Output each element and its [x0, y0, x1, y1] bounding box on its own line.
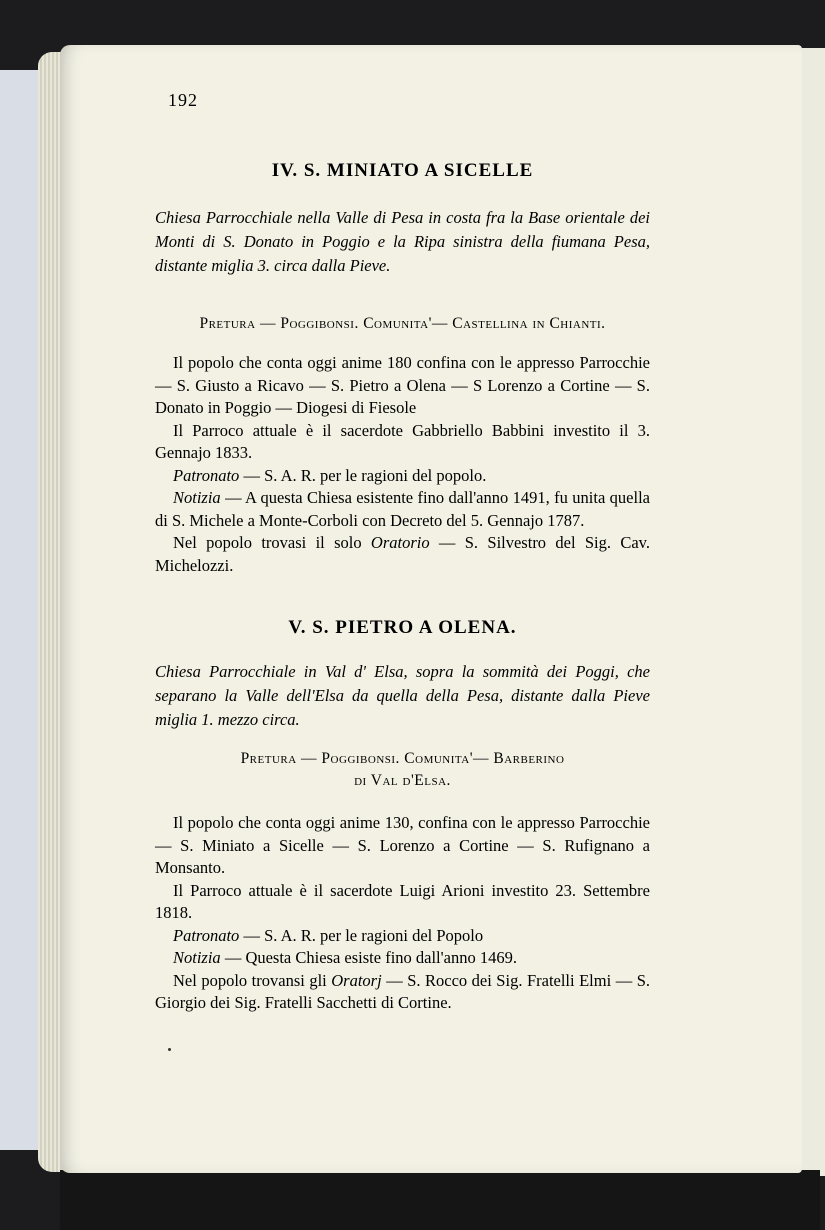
section-v-para-popolo: Il popolo che conta oggi anime 130, confina con le appresso Parrocchie — S. Miniato a Sicelle — S. Lorenzo a Cortine — S. Rufignano a Monsanto.: [155, 813, 650, 877]
patronato-label: Patronato: [173, 465, 240, 485]
notizia-text: — Questa Chiesa esiste fino dall'anno 1469.: [220, 948, 517, 967]
section-v-admin-line2: di Val d'Elsa.: [354, 772, 451, 789]
oratorio-pre: Nel popolo trovasi il solo: [173, 533, 371, 552]
patronato-text: — S. A. R. per le ragioni del popolo.: [239, 465, 487, 485]
oratorio-post: — S. Silvestro del Sig. Cav. Michelozzi.: [155, 533, 650, 575]
patronato-text: — S. A. R. per le ragioni del Popolo: [239, 925, 484, 945]
section-v-description: Chiesa Parrocchiale in Val d' Elsa, sopra la sommità dei Poggi, che separano la Valle dell'Elsa da quella della Pesa, distante dalla Pieve miglia 1. mezzo circa.: [155, 662, 650, 729]
section-iv-admin: Pretura — Poggibonsi. Comunita'— Castellina in Chianti.: [199, 315, 606, 332]
oratorio-label: Oratorio: [370, 533, 430, 552]
patronato-label: Patronato: [173, 925, 240, 945]
section-v-para-patronato: [155, 925, 650, 948]
section-iv-para-parroco: Il Parroco attuale è il sacerdote Gabbriello Babbini investito il 3. Gennajo 1833.: [155, 420, 650, 462]
section-v-para-parroco: Il Parroco attuale è il sacerdote Luigi Arioni investito 23. Settembre 1818.: [155, 880, 650, 922]
notizia-text: — A questa Chiesa esistente fino dall'anno 1491, fu unita quella di S. Michele a Monte-Corboli con Decreto del 5. Gennajo 1787.: [155, 488, 650, 530]
section-v-admin: [155, 748, 650, 792]
facing-page-edge: [800, 48, 825, 1176]
oratorj-post: — S. Rocco dei Sig. Fratelli Elmi — S. Giorgio dei Sig. Fratelli Sacchetti di Cortine.: [155, 970, 650, 1012]
oratorj-pre: Nel popolo trovansi gli: [173, 970, 332, 990]
section-iv-para-popolo: Il popolo che conta oggi anime 180 confina con le appresso Parrocchie — S. Giusto a Ricavo — S. Pietro a Olena — S Lorenzo a Cortine — S. Donato in Poggio — Diogesi di Fiesole: [155, 353, 650, 417]
section-v-body: [155, 812, 650, 1015]
section-iv-body: [155, 352, 650, 577]
section-iv-heading: IV. S. MINIATO A SICELLE: [271, 160, 534, 181]
section-iv-para-oratorio: [155, 532, 650, 577]
bottom-shadow: [60, 1170, 820, 1230]
oratorj-label: Oratorj: [331, 970, 382, 990]
notizia-label: Notizia: [173, 488, 221, 507]
section-v-admin-line1: Pretura — Poggibonsi. Comunita'— Barberino: [240, 750, 565, 767]
section-iv-description: Chiesa Parrocchiale nella Valle di Pesa in costa fra la Base orientale dei Monti di S. Donato in Poggio e la Ripa sinistra della fiumana Pesa, distante miglia 3. circa dalla Pieve.: [155, 208, 650, 275]
section-v-para-oratorj: [155, 970, 650, 1015]
section-v-para-notizia: [155, 947, 650, 970]
section-iv-para-patronato: [155, 465, 650, 488]
ink-speck: [168, 1048, 171, 1051]
section-iv-para-notizia: [155, 487, 650, 532]
notizia-label: Notizia: [173, 948, 221, 967]
page-number: 192: [168, 90, 198, 110]
section-v-heading: V. S. PIETRO A OLENA.: [288, 617, 517, 638]
